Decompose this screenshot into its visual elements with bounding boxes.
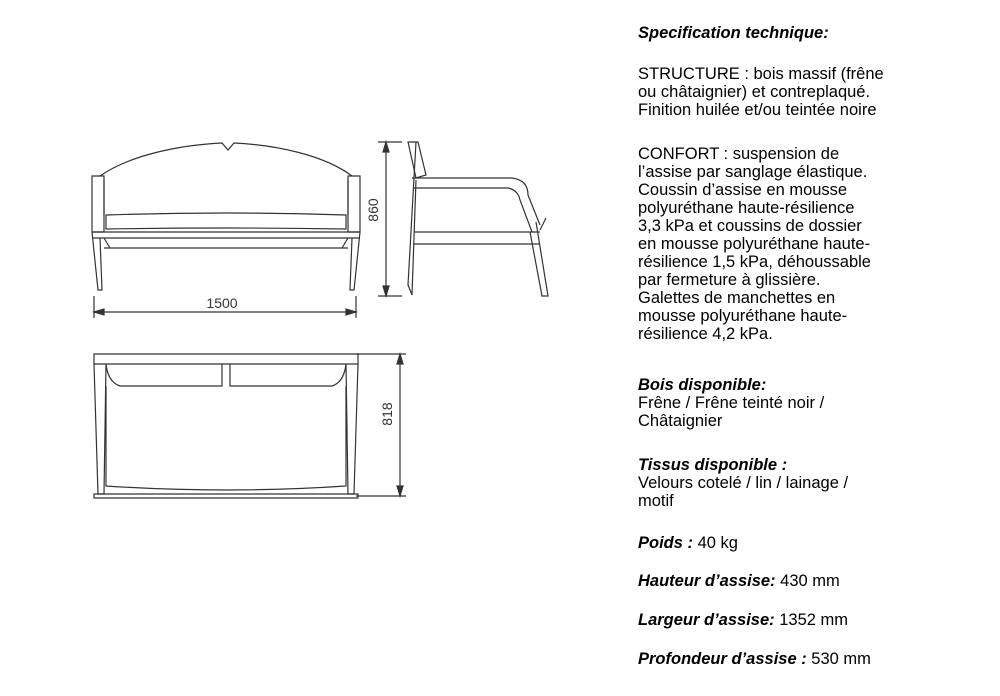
side-view-drawing bbox=[378, 142, 548, 296]
bois-block bbox=[638, 376, 988, 430]
largeur-row bbox=[638, 611, 988, 629]
top-view-drawing bbox=[94, 354, 406, 498]
tissus-block bbox=[638, 456, 988, 510]
hauteur-value: 430 mm bbox=[775, 572, 840, 590]
poids-label: Poids : bbox=[638, 534, 694, 552]
structure-line: STRUCTURE : bois massif (frêne bbox=[638, 65, 884, 83]
confort-line: 3,3 kPa et coussins de dossier bbox=[638, 217, 862, 235]
bois-line: Frêne / Frêne teinté noir / bbox=[638, 394, 825, 412]
bois-label: Bois disponible: bbox=[638, 376, 767, 394]
confort-line: mousse polyuréthane haute- bbox=[638, 307, 848, 325]
confort-line: polyuréthane haute-résilience bbox=[638, 199, 855, 217]
front-width-label: 1500 bbox=[206, 295, 238, 311]
tissus-line: motif bbox=[638, 492, 674, 510]
front-view-drawing bbox=[92, 143, 360, 318]
confort-line: CONFORT : suspension de bbox=[638, 145, 840, 163]
profondeur-value: 530 mm bbox=[806, 650, 871, 668]
side-height-label: 860 bbox=[365, 198, 381, 222]
tissus-label: Tissus disponible : bbox=[638, 456, 788, 474]
bois-line: Châtaignier bbox=[638, 412, 723, 430]
largeur-value: 1352 mm bbox=[774, 611, 849, 629]
spec-title: Specification technique: bbox=[638, 24, 829, 42]
tissus-line: Velours cotelé / lin / lainage / bbox=[638, 474, 849, 492]
top-depth-label: 818 bbox=[379, 402, 395, 426]
confort-line: résilience 1,5 kPa, déhoussable bbox=[638, 253, 871, 271]
confort-line: Galettes de manchettes en bbox=[638, 289, 836, 307]
profondeur-label: Profondeur d’assise : bbox=[638, 650, 807, 668]
confort-line: résilience 4,2 kPa. bbox=[638, 325, 773, 343]
structure-line: Finition huilée et/ou teintée noire bbox=[638, 101, 877, 119]
confort-line: par fermeture à glissière. bbox=[638, 271, 821, 289]
poids-row bbox=[638, 534, 988, 552]
confort-line: en mousse polyuréthane haute- bbox=[638, 235, 871, 253]
structure-block bbox=[638, 65, 988, 119]
poids-value: 40 kg bbox=[693, 534, 738, 552]
profondeur-row bbox=[638, 650, 988, 668]
confort-line: l’assise par sanglage élastique. bbox=[638, 163, 868, 181]
hauteur-row bbox=[638, 572, 988, 590]
confort-block bbox=[638, 145, 988, 343]
confort-line: Coussin d’assise en mousse bbox=[638, 181, 848, 199]
hauteur-label: Hauteur d’assise: bbox=[638, 572, 776, 590]
structure-line: ou châtaignier) et contreplaqué. bbox=[638, 83, 871, 101]
largeur-label: Largeur d’assise: bbox=[638, 611, 775, 629]
